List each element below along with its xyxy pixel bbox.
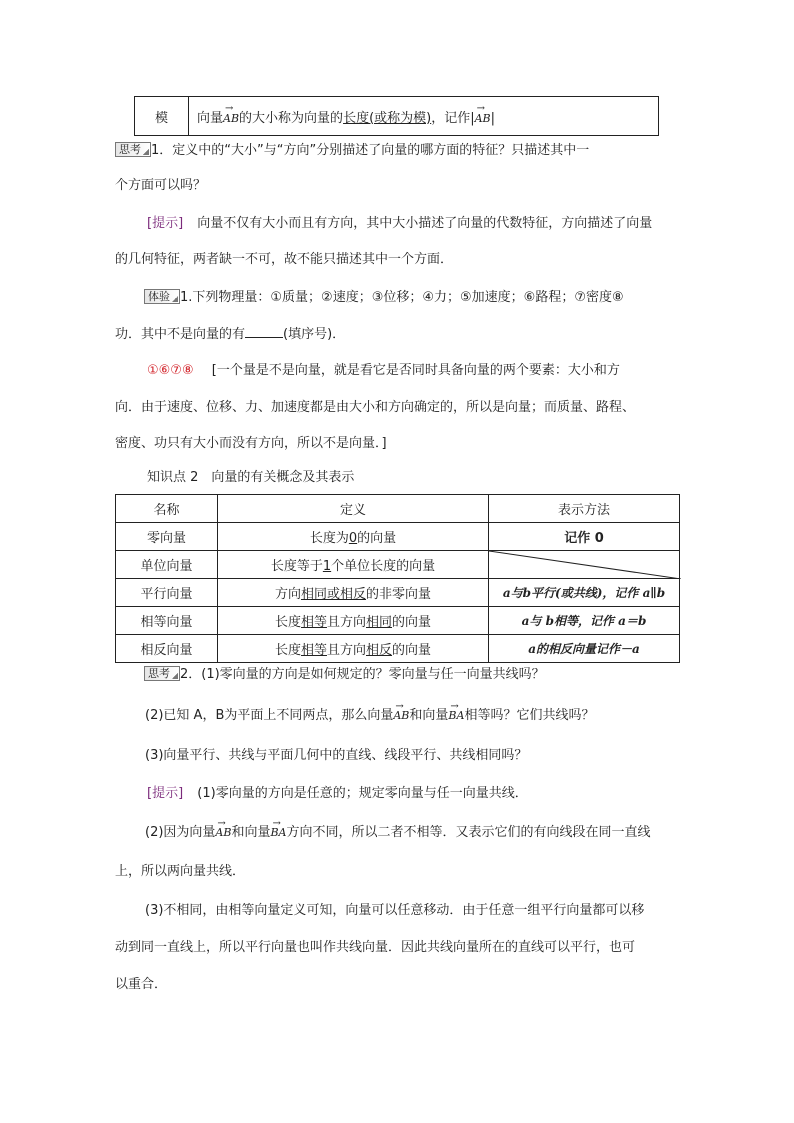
header-definition: 定义: [218, 495, 489, 523]
think2-q3: (3)向量平行、共线与平面几何中的直线、线段平行、共线相同吗？: [145, 748, 528, 763]
text: (2)因为向量: [145, 825, 216, 840]
underlined-term: 1: [322, 559, 332, 574]
underlined-term: 0: [348, 531, 358, 546]
text: 相等吗？它们共线吗？: [464, 708, 595, 723]
row-name: 相反向量: [116, 635, 218, 663]
text: 长度: [274, 615, 301, 630]
table-row: [116, 551, 680, 579]
table-row: [116, 635, 680, 663]
row-name: 平行向量: [116, 579, 218, 607]
table-header-row: [116, 495, 680, 523]
text: |: [490, 110, 496, 126]
text: [一个量是不是向量，就是看它是否同时具备向量的两个要素：大小和方: [211, 363, 620, 378]
answer-text: ①⑥⑦⑧: [147, 363, 194, 378]
row-name: 零向量: [116, 523, 218, 551]
hint1-line2: 的几何特征，两者缺一不可，故不能只描述其中一个方面．: [115, 252, 454, 267]
exp1-line2: [115, 323, 681, 345]
modulus-label: 模: [135, 97, 189, 136]
text: 向量: [197, 110, 224, 126]
text: 长度: [274, 643, 301, 658]
row-name: 单位向量: [116, 551, 218, 579]
text: 且方向: [326, 615, 366, 630]
underlined-term: 相反: [366, 643, 393, 658]
answer1-line1: [115, 361, 681, 381]
text: 和向量: [231, 825, 271, 840]
text: 长度为: [309, 531, 349, 546]
header-representation: 表示方法: [489, 495, 680, 523]
text: 的向量: [357, 531, 397, 546]
hint2-a3-line3: 以重合．: [115, 977, 168, 992]
text: 向量不仅有大小而且有方向，其中大小描述了向量的代数特征，方向描述了向量: [197, 216, 653, 231]
underlined-term: 长度(或称为模): [343, 110, 432, 126]
think2-q2: [145, 706, 681, 726]
vector-ab: → AB: [215, 823, 231, 843]
hint2-a3-line2: 动到同一直线上，所以平行向量也叫作共线向量．因此共线向量所在的直线可以平行，也可: [115, 940, 636, 955]
text: ，记作|: [431, 110, 475, 126]
text: 且方向: [326, 643, 366, 658]
diagonal-slash: [489, 551, 681, 579]
header-name: 名称: [116, 495, 218, 523]
row-name: 相等向量: [116, 607, 218, 635]
table-row: [116, 579, 680, 607]
think-tag: 思考: [115, 142, 151, 157]
row-definition: [218, 579, 489, 607]
row-representation: a的相反向量记作－a: [489, 635, 680, 663]
row-representation: a与b平行(或共线)，记作 a∥b: [489, 579, 680, 607]
answer1-line2: 向．由于速度、位移、力、加速度都是由大小和方向确定的，所以是向量；而质量、路程、: [115, 400, 636, 415]
row-representation-empty: [489, 551, 680, 579]
text: 功．其中不是向量的有: [115, 327, 246, 342]
row-representation: a与 b相等，记作 a＝b: [489, 607, 680, 635]
row-definition: [218, 635, 489, 663]
text: 2．(1)零向量的方向是如何规定的？零向量与任一向量共线吗？: [180, 667, 545, 682]
hint2-a1: [115, 784, 681, 804]
hint2-a2-line2: 上，所以两向量共线．: [115, 864, 246, 879]
section-title: 知识点 2 向量的有关概念及其表示: [147, 470, 355, 485]
hint1-line1: [115, 214, 681, 234]
vector-ab: → AB: [393, 706, 409, 726]
underlined-term: 相等: [300, 615, 327, 630]
concept-table: [115, 494, 680, 663]
think2-q1: [144, 665, 681, 685]
hint-label: [提示]: [147, 786, 184, 801]
text: (1)零向量的方向是任意的；规定零向量与任一向量共线．: [197, 786, 528, 801]
experience-tag: 体验: [144, 289, 180, 304]
row-definition: [218, 523, 489, 551]
row-definition: [218, 607, 489, 635]
text: 1.下列物理量：①质量；②速度；③位移；④力；⑤加速度；⑥路程；⑦密度⑧: [180, 290, 624, 305]
think1-line1: [115, 141, 681, 161]
answer1-line3: 密度、功只有大小而没有方向，所以不是向量．]: [115, 436, 387, 451]
hint-label: [提示]: [147, 216, 184, 231]
think1-line2: 个方面可以吗？: [115, 178, 207, 193]
exp1-line1: [144, 288, 681, 308]
hint2-a2: [145, 823, 681, 843]
row-definition: [218, 551, 489, 579]
hint2-a3-line1: (3)不相同，由相等向量定义可知，向量可以任意移动．由于任意一组平行向量都可以移: [145, 903, 645, 918]
text: 的大小称为向量的: [239, 110, 344, 126]
modulus-table: [134, 96, 659, 136]
vector-ab: → AB: [223, 112, 239, 125]
table-row: [116, 607, 680, 635]
text: 长度等于: [270, 559, 323, 574]
underlined-term: 相同或相反: [300, 587, 366, 602]
vector-ab: → AB: [475, 112, 491, 125]
modulus-definition: [189, 97, 659, 136]
row-representation: 记作 0: [489, 523, 680, 551]
answer-blank: [245, 323, 283, 338]
text: 个单位长度的向量: [331, 559, 436, 574]
text: 方向不同，所以二者不相等．又表示它们的有向线段在同一直线: [286, 825, 651, 840]
text: 和向量: [409, 708, 449, 723]
text: (填序号)．: [283, 327, 346, 342]
underlined-term: 相同: [366, 615, 393, 630]
text: 方向: [274, 587, 301, 602]
table-row: [116, 523, 680, 551]
text: 的向量: [392, 643, 432, 658]
text: 的非零向量: [366, 587, 432, 602]
text: 1．定义中的“大小”与“方向”分别描述了向量的哪方面的特征？只描述其中一: [151, 143, 590, 158]
vector-ba: → BA: [448, 706, 464, 726]
underlined-term: 相等: [300, 643, 327, 658]
think-tag: 思考: [144, 666, 180, 681]
text: (2)已知 A，B为平面上不同两点，那么向量: [145, 708, 394, 723]
vector-ba: → BA: [270, 823, 286, 843]
text: 的向量: [392, 615, 432, 630]
